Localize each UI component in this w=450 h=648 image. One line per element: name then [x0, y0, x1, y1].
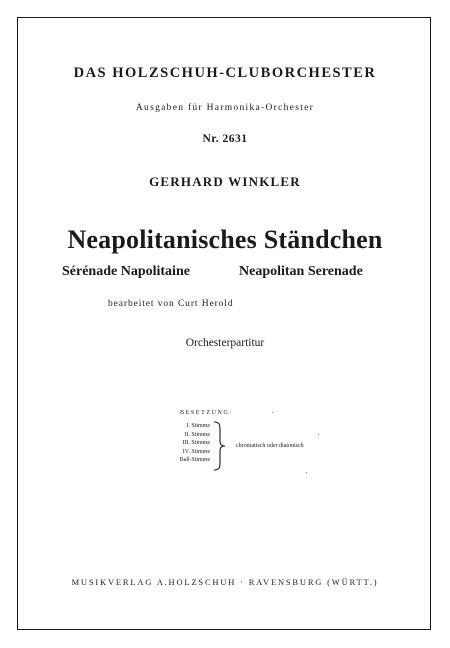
instrument-type: chromatisch oder diatonisch — [236, 443, 304, 449]
paper-speck — [272, 412, 273, 413]
series-title: DAS HOLZSCHUH-CLUBORCHESTER — [73, 65, 377, 81]
arranger-credit: bearbeitet von Curt Herold — [108, 299, 234, 309]
series-subtitle: Ausgaben für Harmonika-Orchester — [135, 103, 315, 113]
voice-item: Baß-Stimme — [179, 457, 210, 464]
work-title: Neapolitanisches Ständchen — [67, 225, 383, 254]
curly-brace-icon — [212, 421, 232, 471]
edition-number: Nr. 2631 — [202, 133, 248, 145]
instrumentation-heading: BESETZUNG: — [180, 410, 233, 416]
score-type: Orchesterpartitur — [185, 337, 265, 349]
voice-item: IV. Stimme — [182, 448, 210, 455]
paper-speck — [306, 472, 307, 473]
publisher-line: MUSIKVERLAG A.HOLZSCHUH · RAVENSBURG (WÜRTT.) — [71, 577, 379, 587]
english-title: Neapolitan Serenade — [239, 264, 363, 279]
composer-name: GERHARD WINKLER — [149, 174, 301, 189]
paper-speck — [318, 434, 319, 435]
voice-item: I. Stimme — [186, 423, 210, 429]
voice-list — [160, 422, 210, 465]
voice-item: III. Stimme — [182, 440, 210, 447]
voice-item: II. Stimme — [184, 431, 210, 438]
french-title: Sérénade Napolitaine — [62, 264, 190, 279]
